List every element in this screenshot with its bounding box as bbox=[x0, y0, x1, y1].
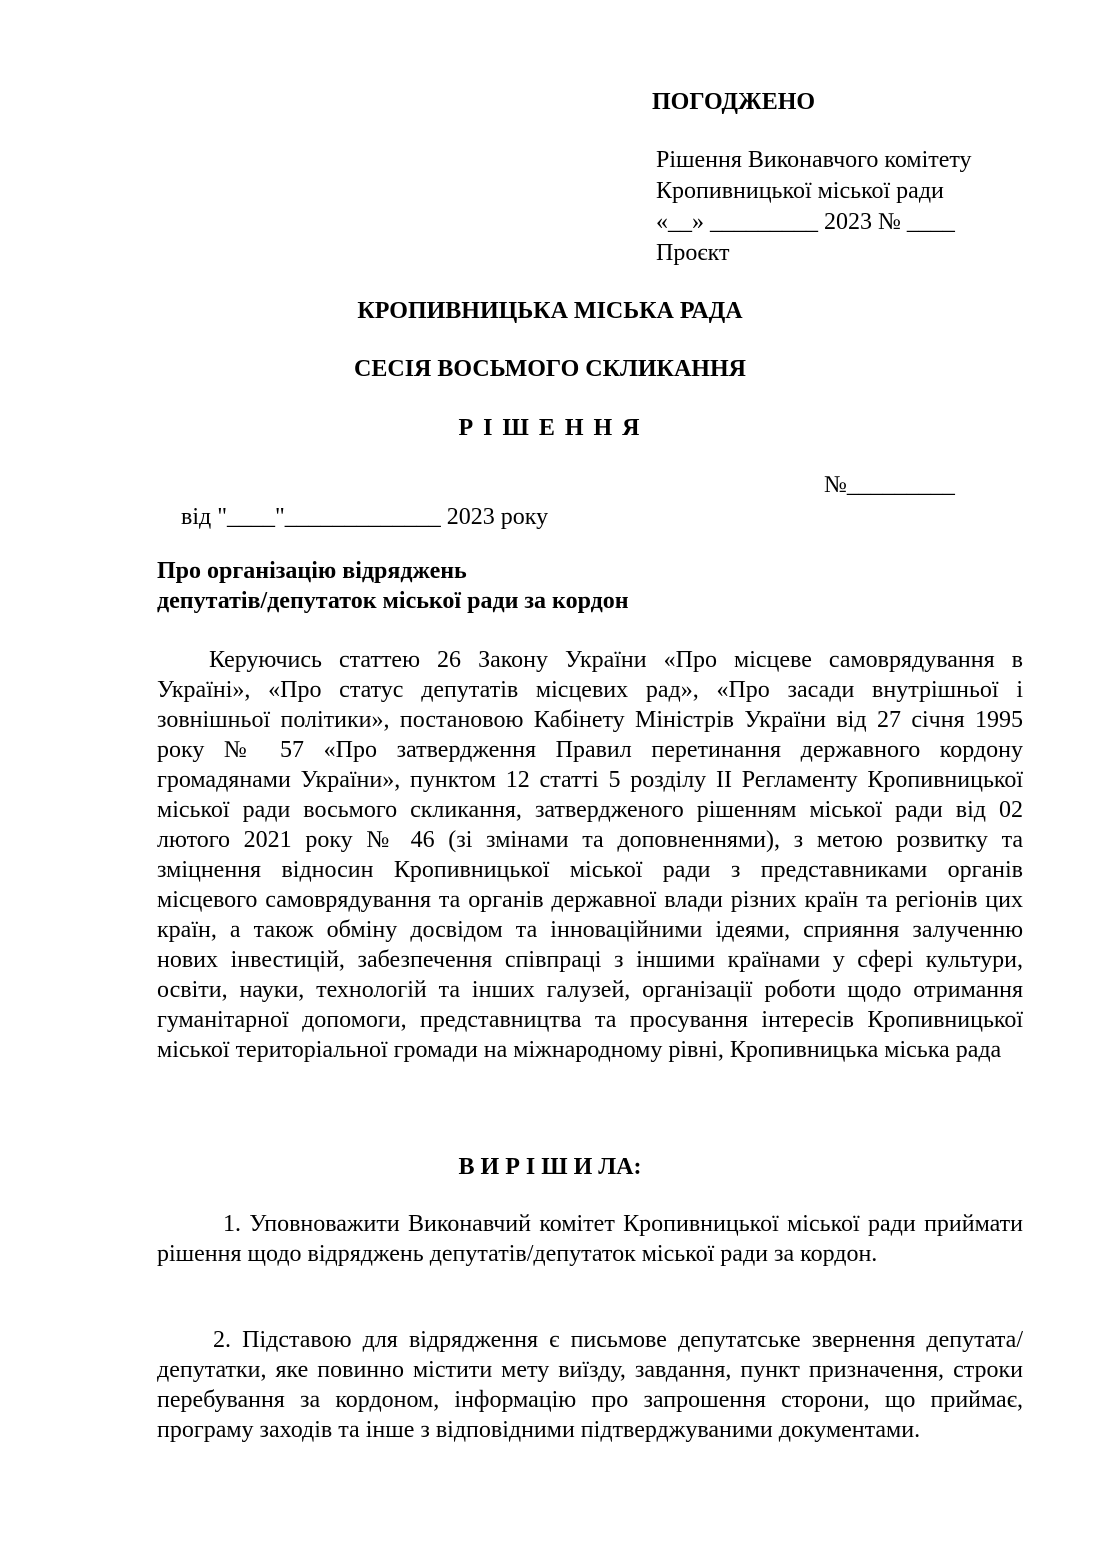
resolution-item-2: 2. Підставою для відрядження є письмове депутатське звернення депутата/депутатки, яке повинно містити мету виїзду, завдання, пункт призначення, строки перебування за кордоном, інформацію про запрошення сторони, що приймає, програму заходів та інше з відповідними підтверджуваними документами. bbox=[157, 1327, 1023, 1443]
decision-date: від "____"_____________ 2023 року bbox=[181, 504, 549, 530]
session-heading: СЕСІЯ ВОСЬМОГО СКЛИКАННЯ bbox=[354, 356, 746, 382]
subject-line: депутатів/депутаток міської ради за кордон bbox=[157, 588, 629, 614]
council-heading: КРОПИВНИЦЬКА МІСЬКА РАДА bbox=[357, 298, 743, 324]
approval-line: Рішення Виконавчого комітету bbox=[656, 147, 972, 173]
approval-line: Кропивницької міської ради bbox=[656, 178, 944, 204]
subject-line: Про організацію відряджень bbox=[157, 558, 467, 584]
approval-line: Проєкт bbox=[656, 240, 730, 266]
approval-stamp bbox=[652, 86, 1072, 269]
preamble-paragraph: Керуючись статтею 26 Закону України «Про місцеве самоврядування в Україні», «Про статус депутатів місцевих рад», «Про засади внутрішньої і зовнішньої політики», постановою Кабінету Міністрів України від 27 січня 1995 року № 57 «Про затвердження Правил перетинання державного кордону громадянами України», пунктом 12 статті 5 розділу ІІ Регламенту Кропивницької міської ради восьмого скликання, затвердженого рішенням міської ради від 02 лютого 2021 року № 46 (зі змінами та доповненнями), з метою розвитку та зміцнення відносин Кропивницької міської ради з представниками органів місцевого самоврядування та органів державної влади різних країн та регіонів цих країн, а також обміну досвідом та інноваційними ідеями, сприяння залученню нових інвестицій, забезпечення співпраці з іншими країнами у сфері культури, освіти, науки, технологій та інших галузей, організації роботи щодо отримання гуманітарної допомоги, представництва та просування інтересів Кропивницької міської територіальної громади на міжнародному рівні, Кропивницька міська рада bbox=[157, 647, 1023, 1063]
decision-number: №_________ bbox=[824, 472, 955, 498]
approval-title: ПОГОДЖЕНО bbox=[652, 89, 816, 115]
resolved-heading: В И Р І Ш И ЛА: bbox=[458, 1154, 642, 1180]
approval-line: «__» _________ 2023 № ____ bbox=[656, 209, 955, 235]
document-type-heading: Р І Ш Е Н Н Я bbox=[458, 415, 642, 441]
resolution-item-1: 1. Уповноважити Виконавчий комітет Кропивницької міської ради приймати рішення щодо відряджень депутатів/депутаток міської ради за кордон. bbox=[157, 1211, 1023, 1267]
decision-subject bbox=[157, 556, 629, 616]
